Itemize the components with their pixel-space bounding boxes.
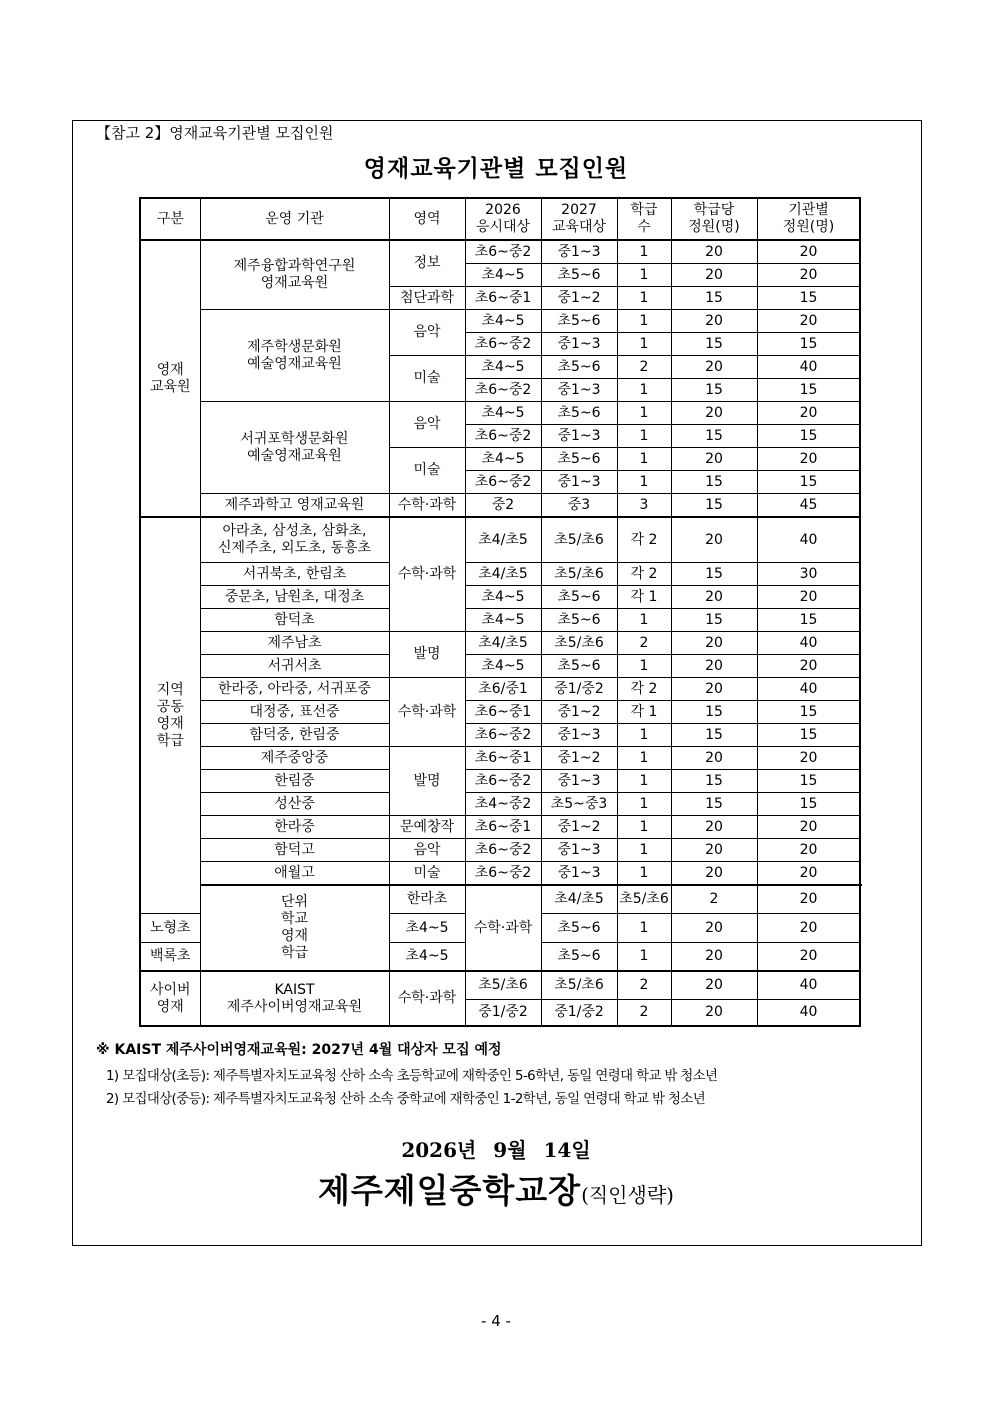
classes-cell: 1 [617,943,671,972]
table-row [140,793,860,816]
y2026-cell: 초4~5 [465,609,541,632]
classes-cell: 1 [617,747,671,770]
y2026-cell: 초4/초5 [465,563,541,586]
per-class-cell: 15 [671,563,757,586]
y2026-cell: 초6~중2 [465,425,541,448]
per-inst-cell: 40 [757,1000,860,1027]
classes-cell: 1 [617,724,671,747]
table-row [140,839,860,862]
per-class-cell: 15 [671,494,757,518]
header-per-inst-l1: 기관별 [788,202,829,218]
per-inst-cell: 40 [757,678,860,701]
table-row [140,701,860,724]
y2026-cell: 초4/초5 [541,885,617,914]
y2027-cell: 중1/중2 [541,1000,617,1027]
per-inst-cell: 15 [757,770,860,793]
institution-cell [200,310,389,402]
per-class-cell: 20 [671,747,757,770]
y2026-cell: 초6/중1 [465,678,541,701]
y2027-cell: 중1~3 [541,839,617,862]
seal-note: (직인생략) [581,1183,674,1207]
per-inst-cell: 40 [757,632,860,655]
table-row [140,862,860,886]
y2027-cell: 중1~2 [541,747,617,770]
institution-cell: 성산중 [200,793,389,816]
per-inst-cell: 20 [757,943,860,972]
per-inst-cell: 20 [757,240,860,264]
per-inst-cell: 20 [757,586,860,609]
per-class-cell: 15 [671,770,757,793]
y2027-cell: 초5~6 [541,586,617,609]
classes-cell: 2 [617,356,671,379]
y2026-cell: 초5/초6 [465,971,541,1000]
table-row [140,655,860,678]
per-inst-cell: 20 [757,747,860,770]
group-label: 영재 [280,928,309,944]
per-class-cell: 15 [671,425,757,448]
y2026-cell: 초4~5 [465,356,541,379]
table-row [140,885,860,914]
group-label: 영재 [156,361,184,378]
classes-cell: 각 1 [617,586,671,609]
per-inst-cell: 20 [757,310,860,333]
classes-cell: 각 2 [617,517,671,563]
y2027-cell: 중1~3 [541,471,617,494]
y2027-cell: 중1/중2 [541,678,617,701]
classes-cell: 2 [617,971,671,1000]
per-class-cell: 20 [671,264,757,287]
classes-cell: 1 [617,471,671,494]
per-class-cell: 20 [671,356,757,379]
institution-cell: 함덕초 [200,609,389,632]
institution-name: 예술영재교육원 [247,355,342,372]
institution-name: 아라초, 삼성초, 삼화초, [222,523,367,539]
header-per-inst-l2: 정원(명) [782,219,835,235]
group-label: 단위 [280,894,309,910]
y2027-cell: 초5~6 [541,609,617,632]
per-inst-cell: 20 [757,402,860,425]
per-inst-cell: 20 [757,655,860,678]
y2027-cell: 초5~6 [541,914,617,943]
institution-name: 신제주초, 외도초, 동흥초 [217,540,372,556]
y2026-cell: 초6~중2 [465,862,541,886]
header-category: 구분 [140,198,200,240]
per-class-cell: 20 [671,402,757,425]
field-cell: 음악 [389,402,465,448]
table-row [140,816,860,839]
institution-cell: 제주남초 [200,632,389,655]
institution-cell: 한림중 [200,770,389,793]
field-cell: 수학·과학 [389,517,465,632]
y2027-cell: 초5~6 [541,402,617,425]
y2027-cell: 중1~2 [541,816,617,839]
classes-cell: 1 [617,402,671,425]
y2027-cell: 초5~6 [541,943,617,972]
classes-cell: 1 [617,609,671,632]
institution-name: 서귀포학생문화원 [240,430,349,447]
issue-date: 2026년 9월 14일 [401,1138,591,1162]
per-class-cell: 15 [671,471,757,494]
field-cell: 음악 [389,310,465,356]
y2026-cell: 초4~5 [465,310,541,333]
institution-cell [200,402,389,494]
classes-cell: 각 2 [617,563,671,586]
note-title: ※ KAIST 제주사이버영재교육원: 2027년 4월 대상자 모집 예정 [96,1042,502,1058]
y2026-cell: 초6~중2 [465,770,541,793]
y2026-cell: 초6~중2 [465,240,541,264]
classes-cell: 1 [617,839,671,862]
per-class-cell: 20 [671,632,757,655]
table-row [140,310,860,333]
field-cell: 미술 [389,356,465,402]
group-cell [140,971,200,1026]
table-row [140,402,860,425]
header-institution: 운영 기관 [200,198,389,240]
group-cell [140,240,200,517]
group-cell [140,517,200,914]
per-inst-cell: 20 [757,914,860,943]
institution-cell: 제주중앙중 [200,747,389,770]
header-per-class-l1: 학급당 [693,202,735,218]
group-label: 교육원 [149,378,191,395]
group-label: 지역 [156,681,184,698]
per-class-cell: 20 [671,943,757,972]
classes-cell: 1 [617,862,671,886]
group-cell [200,885,389,971]
classes-cell: 1 [617,816,671,839]
group-label: 학교 [280,911,309,927]
y2027-cell: 초5~중3 [541,793,617,816]
y2026-cell: 초6~중1 [465,287,541,310]
table-row [140,494,860,518]
table-row [140,240,860,264]
per-inst-cell: 15 [757,425,860,448]
note-line-middle: 2) 모집대상(중등): 제주특별자치도교육청 산하 소속 중학교에 재학중인 1-2학년, 동일 연령대 학교 밖 청소년 [106,1092,706,1107]
per-class-cell: 20 [671,448,757,471]
per-class-cell: 20 [671,914,757,943]
table-header-row [140,198,860,240]
classes-cell: 1 [617,240,671,264]
institution-cell: 한라초 [389,885,465,914]
field-cell: 발명 [389,632,465,678]
y2026-cell: 초6~중2 [465,379,541,402]
y2027-cell: 중1~3 [541,379,617,402]
y2026-cell: 중2 [465,494,541,518]
y2027-cell: 중1~3 [541,333,617,356]
header-per-class [671,198,757,240]
per-class-cell: 20 [671,816,757,839]
reference-label: 【참고 2】영재교육기관별 모집인원 [96,124,334,142]
institution-name: 제주학생문화원 [247,338,342,355]
per-class-cell: 20 [671,862,757,886]
classes-cell: 1 [617,793,671,816]
classes-cell: 각 1 [617,701,671,724]
institution-cell: 한라중 [200,816,389,839]
institution-cell: 대정중, 표선중 [200,701,389,724]
header-2026-label: 응시대상 [475,219,531,235]
field-cell: 수학·과학 [389,494,465,518]
page-number: - 4 - [481,1312,511,1330]
per-class-cell: 20 [671,517,757,563]
table-row [140,770,860,793]
y2026-cell: 초4~5 [389,914,465,943]
group-label: 영재 [156,998,184,1015]
y2026-cell: 초6~중2 [465,333,541,356]
group-label: 학급 [156,732,184,749]
classes-cell: 1 [617,914,671,943]
classes-cell: 1 [617,264,671,287]
y2026-cell: 초6~중2 [465,724,541,747]
header-classes-l1: 학급 [630,202,658,218]
per-class-cell: 15 [671,379,757,402]
y2026-cell: 초6~중1 [465,747,541,770]
y2027-cell: 초5/초6 [541,971,617,1000]
field-cell: 발명 [389,747,465,816]
per-class-cell: 15 [671,701,757,724]
y2027-cell: 초5~6 [541,310,617,333]
institution-name: 영재교육원 [260,275,329,291]
per-inst-cell: 40 [757,517,860,563]
institution-cell: 노형초 [140,914,200,943]
y2026-cell: 중1/중2 [465,1000,541,1027]
group-label: 학급 [280,945,309,961]
field-cell: 미술 [389,448,465,494]
classes-cell: 1 [617,425,671,448]
per-inst-cell: 15 [757,379,860,402]
y2026-cell: 초4~5 [465,264,541,287]
per-class-cell: 20 [671,971,757,1000]
y2027-cell: 초5~6 [541,356,617,379]
document-title: 영재교육기관별 모집인원 [363,155,629,182]
y2027-cell: 초5~6 [541,264,617,287]
per-inst-cell: 15 [757,724,860,747]
y2027-cell: 초5/초6 [541,517,617,563]
institution-name: 제주융합과학연구원 [233,258,356,274]
y2027-cell: 초5/초6 [541,563,617,586]
header-per-class-l2: 정원(명) [688,219,740,235]
classes-cell: 1 [617,379,671,402]
header-2027-year: 2027 [561,202,597,218]
table-row [140,724,860,747]
field-cell: 수학·과학 [465,885,541,971]
per-inst-cell: 15 [757,701,860,724]
y2027-cell: 중1~3 [541,724,617,747]
field-cell: 미술 [389,862,465,886]
y2026-cell: 초4~5 [389,943,465,972]
table-row [140,678,860,701]
per-class-cell: 20 [757,885,860,914]
institution-cell: 서귀서초 [200,655,389,678]
per-class-cell: 15 [671,793,757,816]
institution-name: 예술영재교육원 [247,447,342,464]
y2026-cell: 초4~5 [465,402,541,425]
y2027-cell: 중1~3 [541,240,617,264]
per-class-cell: 15 [671,333,757,356]
header-field: 영역 [389,198,465,240]
institution-name: 제주사이버영재교육원 [226,998,363,1015]
header-classes [617,198,671,240]
per-inst-cell: 45 [757,494,860,518]
institution-cell: 한라중, 아라중, 서귀포중 [200,678,389,701]
classes-cell: 1 [617,770,671,793]
per-inst-cell: 30 [757,563,860,586]
per-inst-cell: 20 [757,448,860,471]
per-inst-cell: 20 [757,839,860,862]
header-classes-l2: 수 [637,219,651,235]
header-2027 [541,198,617,240]
institution-cell: 백록초 [140,943,200,972]
per-class-cell: 15 [671,724,757,747]
institution-cell: 제주과학고 영재교육원 [200,494,389,518]
institution-cell: 애월고 [200,862,389,886]
per-class-cell: 20 [671,240,757,264]
y2026-cell: 초4/초5 [465,517,541,563]
y2026-cell: 초6~중2 [465,839,541,862]
y2027-cell: 중1~3 [541,425,617,448]
classes-cell: 1 [617,448,671,471]
group-label: 공동 [156,698,184,715]
table-row [140,971,860,1000]
institution-cell [200,517,389,563]
field-cell: 정보 [389,240,465,287]
y2027-cell: 중1~3 [541,862,617,886]
field-cell: 음악 [389,839,465,862]
y2026-cell: 초6~중2 [465,471,541,494]
institution-cell: 함덕중, 한림중 [200,724,389,747]
per-inst-cell: 15 [757,287,860,310]
per-class-cell: 20 [671,678,757,701]
y2027-cell: 초5/초6 [541,632,617,655]
y2026-cell: 초6~중1 [465,701,541,724]
y2026-cell: 초4~중2 [465,793,541,816]
header-2027-label: 교육대상 [551,219,607,235]
table-row [140,609,860,632]
table-row [140,563,860,586]
per-inst-cell: 20 [757,862,860,886]
signer-name: 제주제일중학교장 [318,1171,582,1210]
field-cell: 문예창작 [389,816,465,839]
per-class-cell: 20 [671,839,757,862]
y2026-cell: 초6~중1 [465,816,541,839]
y2027-cell: 초5~6 [541,655,617,678]
classes-cell: 2 [617,1000,671,1027]
per-inst-cell: 15 [757,471,860,494]
header-per-inst [757,198,860,240]
y2027-cell: 초5/초6 [617,885,671,914]
classes-cell: 3 [617,494,671,518]
per-class-cell: 20 [671,310,757,333]
classes-cell: 2 [617,632,671,655]
institution-cell: 서귀북초, 한림초 [200,563,389,586]
field-cell: 첨단과학 [389,287,465,310]
header-2026 [465,198,541,240]
per-inst-cell: 20 [757,264,860,287]
note-line-elementary: 1) 모집대상(초등): 제주특별자치도교육청 산하 소속 초등학교에 재학중인 5-6학년, 동일 연령대 학교 밖 청소년 [106,1069,718,1084]
y2027-cell: 중3 [541,494,617,518]
classes-cell: 1 [617,287,671,310]
classes-cell: 1 [617,310,671,333]
y2026-cell: 초4~5 [465,655,541,678]
y2027-cell: 중1~2 [541,287,617,310]
per-class-cell: 15 [671,287,757,310]
classes-cell: 1 [617,655,671,678]
recruitment-table [139,197,861,1027]
y2026-cell: 초4/초5 [465,632,541,655]
institution-cell [200,971,389,1026]
per-inst-cell: 20 [757,816,860,839]
classes-cell: 1 [617,333,671,356]
per-inst-cell: 40 [757,356,860,379]
table-row [140,517,860,563]
per-class-cell: 20 [671,655,757,678]
institution-name: KAIST [274,981,315,998]
signature-block [0,1165,992,1212]
y2027-cell: 중1~2 [541,701,617,724]
field-cell: 수학·과학 [389,971,465,1026]
per-inst-cell: 15 [757,333,860,356]
table-row [140,632,860,655]
classes-cell: 2 [671,885,757,914]
per-inst-cell: 15 [757,609,860,632]
institution-cell: 함덕고 [200,839,389,862]
per-inst-cell: 40 [757,971,860,1000]
header-2026-year: 2026 [485,202,521,218]
per-class-cell: 20 [671,1000,757,1027]
y2027-cell: 중1~3 [541,770,617,793]
field-cell: 수학·과학 [389,678,465,747]
y2026-cell: 초4~5 [465,586,541,609]
institution-cell: 중문초, 남원초, 대정초 [200,586,389,609]
per-class-cell: 15 [671,609,757,632]
institution-cell [200,240,389,310]
table-row [140,586,860,609]
y2026-cell: 초4~5 [465,448,541,471]
per-inst-cell: 15 [757,793,860,816]
per-class-cell: 20 [671,586,757,609]
table-row [140,747,860,770]
classes-cell: 각 2 [617,678,671,701]
group-label: 사이버 [149,981,191,998]
y2027-cell: 초5~6 [541,448,617,471]
group-label: 영재 [156,715,184,732]
